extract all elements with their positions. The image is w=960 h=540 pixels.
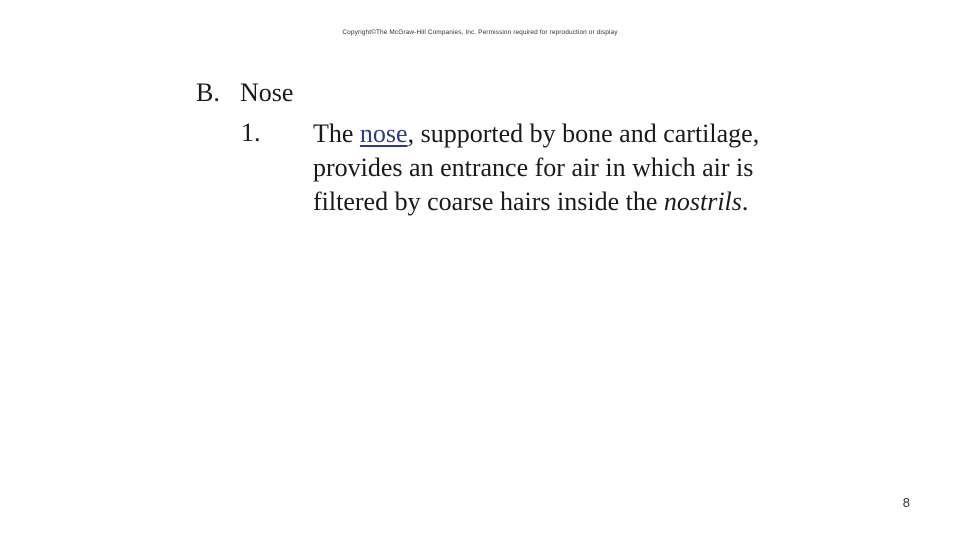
section-letter: B. [196, 78, 220, 107]
item-number: 1. [241, 118, 261, 147]
section-title: Nose [240, 78, 294, 107]
item-text-middle: , supported by bone and cartilage, provides an entrance for air in which air is filtered by coarse hairs inside the [313, 119, 760, 216]
page-number: 8 [902, 495, 910, 510]
term-nostrils: nostrils [663, 187, 742, 216]
section-heading [196, 77, 293, 109]
item-text [313, 117, 783, 219]
item-text-after: . [741, 187, 749, 216]
copyright-notice: Copyright©The McGraw-Hill Companies, Inc. Permission required for reproduction or display [342, 29, 618, 36]
term-nose-link[interactable]: nose [359, 119, 408, 148]
item-text-before: The [313, 119, 360, 148]
